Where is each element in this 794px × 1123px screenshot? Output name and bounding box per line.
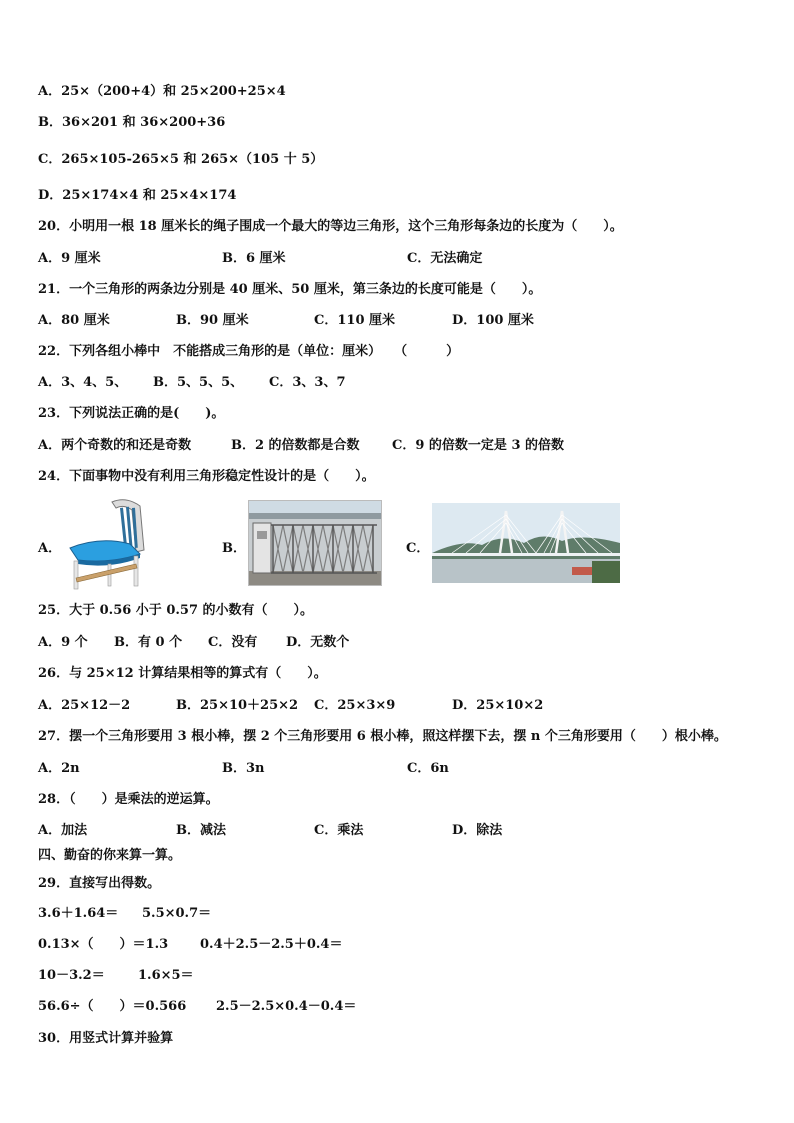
q22-question: 22．下列各组小棒中 不能搭成三角形的是（单位：厘米） （ ）	[38, 344, 460, 359]
q29-item: 56.6÷（ ）＝0.566	[38, 999, 187, 1014]
q22-option-c: C．3、3、7	[269, 375, 346, 390]
q25-option-c: C．没有	[208, 635, 258, 650]
q24-image-options	[38, 500, 638, 590]
q27-option-c: C．6n	[407, 761, 449, 776]
q29-question: 29．直接写出得数。	[38, 876, 161, 891]
q20-option-b: B．6 厘米	[222, 251, 286, 266]
q23-option-a: A．两个奇数的和还是奇数	[38, 438, 192, 453]
q28-option-d: D．除法	[452, 823, 503, 838]
q20-option-a: A．9 厘米	[38, 251, 101, 266]
q22-option-b: B．5、5、5、	[153, 375, 244, 390]
q28-option-a: A．加法	[38, 823, 88, 838]
q30-question: 30．用竖式计算并验算	[38, 1031, 174, 1046]
cable-stayed-bridge-image	[432, 503, 620, 583]
q27-question: 27．摆一个三角形要用 3 根小棒，摆 2 个三角形要用 6 根小棒，照这样摆下去，摆 n 个三角形要用（ ）根小棒。	[38, 729, 727, 744]
q28-question: 28．（ ）是乘法的逆运算。	[38, 792, 219, 807]
q21-option-c: C．110 厘米	[314, 313, 396, 328]
section-heading: 四、勤奋的你来算一算。	[38, 848, 182, 863]
q29-item: 3.6＋1.64＝	[38, 906, 119, 921]
q29-item: 0.4＋2.5－2.5＋0.4＝	[200, 937, 343, 952]
q19-option-b: B．36×201 和 36×200+36	[38, 115, 226, 130]
q27-option-b: B．3n	[222, 761, 265, 776]
q26-option-c: C．25×3×9	[314, 698, 396, 713]
q21-question: 21．一个三角形的两条边分别是 40 厘米、50 厘米，第三条边的长度可能是（ ）。	[38, 282, 542, 297]
q29-item: 2.5－2.5×0.4－0.4＝	[216, 999, 357, 1014]
q28-option-c: C．乘法	[314, 823, 364, 838]
q29-item: 5.5×0.7＝	[142, 906, 212, 921]
q21-option-a: A．80 厘米	[38, 313, 110, 328]
q19-option-c: C．265×105-265×5 和 265×（105 十 5）	[38, 152, 324, 167]
q20-question: 20．小明用一根 18 厘米长的绳子围成一个最大的等边三角形，这个三角形每条边的长度为（ ）。	[38, 219, 623, 234]
chair-image	[60, 498, 160, 592]
q24-label-a: A．	[38, 541, 62, 556]
q21-option-d: D．100 厘米	[452, 313, 534, 328]
q22-option-a: A．3、4、5、	[38, 375, 128, 390]
q24-question: 24．下面事物中没有利用三角形稳定性设计的是（ ）。	[38, 469, 375, 484]
retractable-gate-image	[248, 500, 382, 586]
q28-option-b: B．减法	[176, 823, 226, 838]
q27-option-a: A．2n	[38, 761, 80, 776]
q21-option-b: B．90 厘米	[176, 313, 249, 328]
q26-question: 26．与 25×12 计算结果相等的算式有（ ）。	[38, 666, 327, 681]
q26-option-d: D．25×10×2	[452, 698, 544, 713]
q25-question: 25．大于 0.56 小于 0.57 的小数有（ ）。	[38, 603, 314, 618]
q29-item: 1.6×5＝	[138, 968, 194, 983]
q19-option-a: A．25×（200+4）和 25×200+25×4	[38, 84, 286, 99]
q26-option-b: B．25×10＋25×2	[176, 698, 299, 713]
q25-option-b: B．有 0 个	[114, 635, 183, 650]
q29-item: 10－3.2＝	[38, 968, 105, 983]
q20-option-c: C．无法确定	[407, 251, 483, 266]
q25-option-a: A．9 个	[38, 635, 88, 650]
q26-option-a: A．25×12－2	[38, 698, 131, 713]
q24-label-b: B．	[222, 541, 246, 556]
q23-option-c: C．9 的倍数一定是 3 的倍数	[392, 438, 565, 453]
q23-option-b: B．2 的倍数都是合数	[231, 438, 360, 453]
q24-label-c: C．	[406, 541, 430, 556]
q23-question: 23．下列说法正确的是( )。	[38, 406, 225, 421]
q25-option-d: D．无数个	[286, 635, 350, 650]
q29-item: 0.13×（ ）＝1.3	[38, 937, 169, 952]
q19-option-d: D．25×174×4 和 25×4×174	[38, 188, 237, 203]
